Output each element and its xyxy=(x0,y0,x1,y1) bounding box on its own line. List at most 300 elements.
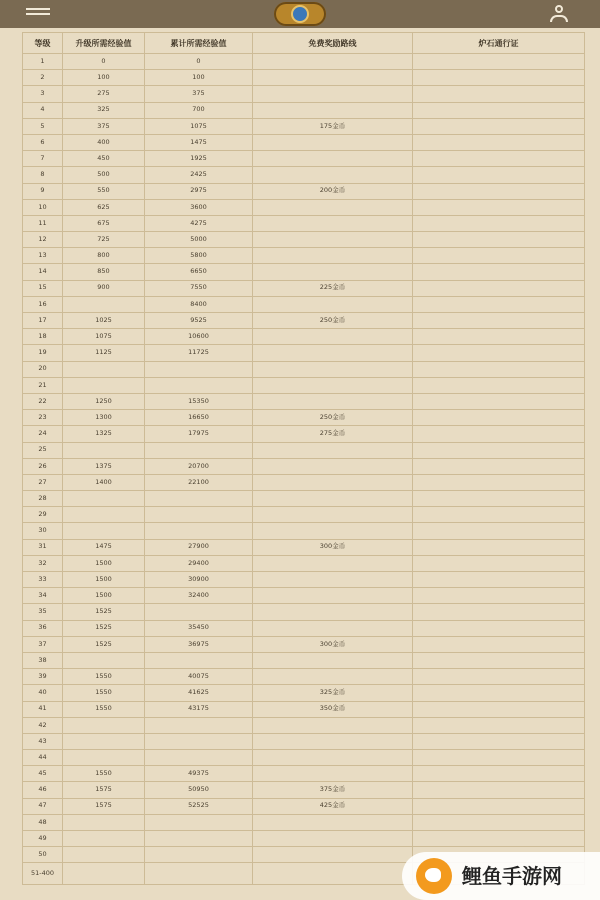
table-row xyxy=(23,248,585,264)
table-row xyxy=(23,377,585,393)
table-row xyxy=(23,329,585,345)
cell-pass-reward xyxy=(413,134,585,150)
cell-level: 21 xyxy=(23,377,63,393)
cell-level: 12 xyxy=(23,232,63,248)
cell-total-xp: 36975 xyxy=(145,636,253,652)
cell-total-xp: 1075 xyxy=(145,118,253,134)
cell-free-reward xyxy=(253,572,413,588)
cell-pass-reward xyxy=(413,167,585,183)
table-row xyxy=(23,507,585,523)
cell-xp-to-level: 625 xyxy=(63,199,145,215)
table-row xyxy=(23,588,585,604)
cell-free-reward xyxy=(253,847,413,863)
cell-total-xp: 16650 xyxy=(145,410,253,426)
cell-free-reward xyxy=(253,555,413,571)
cell-total-xp: 10600 xyxy=(145,329,253,345)
table-row xyxy=(23,782,585,798)
cell-pass-reward xyxy=(413,733,585,749)
cell-xp-to-level: 1125 xyxy=(63,345,145,361)
cell-xp-to-level: 725 xyxy=(63,232,145,248)
cell-xp-to-level xyxy=(63,377,145,393)
cell-free-reward: 250金币 xyxy=(253,410,413,426)
cell-level: 36 xyxy=(23,620,63,636)
cell-pass-reward xyxy=(413,377,585,393)
cell-xp-to-level xyxy=(63,361,145,377)
cell-pass-reward xyxy=(413,572,585,588)
cell-free-reward: 325金币 xyxy=(253,685,413,701)
table-row xyxy=(23,701,585,717)
cell-level: 43 xyxy=(23,733,63,749)
cell-pass-reward xyxy=(413,523,585,539)
cell-total-xp xyxy=(145,604,253,620)
cell-xp-to-level: 1525 xyxy=(63,636,145,652)
site-watermark xyxy=(402,852,600,900)
table-row xyxy=(23,620,585,636)
cell-level: 50 xyxy=(23,847,63,863)
top-bar xyxy=(0,0,600,28)
cell-free-reward xyxy=(253,652,413,668)
cell-free-reward xyxy=(253,345,413,361)
cell-total-xp xyxy=(145,361,253,377)
cell-xp-to-level xyxy=(63,296,145,312)
cell-level: 1 xyxy=(23,54,63,70)
cell-free-reward: 375金币 xyxy=(253,782,413,798)
cell-xp-to-level: 1025 xyxy=(63,313,145,329)
cell-total-xp: 7550 xyxy=(145,280,253,296)
cell-free-reward xyxy=(253,151,413,167)
cell-xp-to-level xyxy=(63,750,145,766)
cell-xp-to-level xyxy=(63,863,145,885)
cell-free-reward xyxy=(253,863,413,885)
cell-total-xp: 43175 xyxy=(145,701,253,717)
cell-total-xp: 3600 xyxy=(145,199,253,215)
cell-level: 25 xyxy=(23,442,63,458)
header-xp-to-level: 升级所需经验值 xyxy=(63,33,145,54)
header-free-track: 免费奖励路线 xyxy=(253,33,413,54)
cell-xp-to-level: 100 xyxy=(63,70,145,86)
cell-xp-to-level: 675 xyxy=(63,215,145,231)
cell-total-xp xyxy=(145,831,253,847)
table-row xyxy=(23,167,585,183)
cell-pass-reward xyxy=(413,361,585,377)
cell-level: 38 xyxy=(23,652,63,668)
cell-level: 27 xyxy=(23,474,63,490)
cell-level: 19 xyxy=(23,345,63,361)
cell-free-reward: 200金币 xyxy=(253,183,413,199)
cell-pass-reward xyxy=(413,232,585,248)
cell-free-reward xyxy=(253,215,413,231)
cell-level: 39 xyxy=(23,669,63,685)
cell-total-xp: 6650 xyxy=(145,264,253,280)
cell-level: 20 xyxy=(23,361,63,377)
cell-pass-reward xyxy=(413,652,585,668)
table-row xyxy=(23,814,585,830)
cell-total-xp xyxy=(145,652,253,668)
cell-pass-reward xyxy=(413,669,585,685)
cell-free-reward xyxy=(253,232,413,248)
watermark-text: 鲤鱼手游网 xyxy=(462,864,562,888)
table-row xyxy=(23,70,585,86)
cell-pass-reward xyxy=(413,442,585,458)
cell-total-xp: 50950 xyxy=(145,782,253,798)
table-row xyxy=(23,426,585,442)
table-row xyxy=(23,539,585,555)
reward-table xyxy=(22,32,585,885)
cell-pass-reward xyxy=(413,831,585,847)
cell-xp-to-level: 1525 xyxy=(63,604,145,620)
table-row xyxy=(23,458,585,474)
cell-pass-reward xyxy=(413,215,585,231)
cell-free-reward xyxy=(253,264,413,280)
cell-total-xp xyxy=(145,717,253,733)
cell-total-xp xyxy=(145,377,253,393)
cell-xp-to-level: 1500 xyxy=(63,572,145,588)
cell-free-reward xyxy=(253,523,413,539)
cell-xp-to-level: 1300 xyxy=(63,410,145,426)
cell-xp-to-level xyxy=(63,847,145,863)
table-row xyxy=(23,636,585,652)
cell-free-reward: 425金币 xyxy=(253,798,413,814)
cell-total-xp: 8400 xyxy=(145,296,253,312)
table-row xyxy=(23,442,585,458)
table-row xyxy=(23,361,585,377)
cell-xp-to-level xyxy=(63,523,145,539)
cell-level: 42 xyxy=(23,717,63,733)
cell-xp-to-level: 1525 xyxy=(63,620,145,636)
cell-level: 47 xyxy=(23,798,63,814)
cell-free-reward xyxy=(253,393,413,409)
cell-xp-to-level: 800 xyxy=(63,248,145,264)
cell-free-reward xyxy=(253,474,413,490)
table-row xyxy=(23,296,585,312)
table-row xyxy=(23,280,585,296)
cell-level: 31 xyxy=(23,539,63,555)
table-row xyxy=(23,652,585,668)
cell-free-reward xyxy=(253,248,413,264)
cell-total-xp: 700 xyxy=(145,102,253,118)
cell-total-xp: 20700 xyxy=(145,458,253,474)
cell-pass-reward xyxy=(413,717,585,733)
table-row xyxy=(23,491,585,507)
header-total-xp: 累计所需经验值 xyxy=(145,33,253,54)
cell-free-reward xyxy=(253,102,413,118)
cell-xp-to-level: 1500 xyxy=(63,555,145,571)
cell-pass-reward xyxy=(413,814,585,830)
cell-pass-reward xyxy=(413,539,585,555)
cell-free-reward xyxy=(253,766,413,782)
cell-free-reward xyxy=(253,831,413,847)
cell-total-xp: 375 xyxy=(145,86,253,102)
cell-free-reward xyxy=(253,329,413,345)
cell-level: 16 xyxy=(23,296,63,312)
cell-level: 4 xyxy=(23,102,63,118)
cell-level: 13 xyxy=(23,248,63,264)
cell-xp-to-level: 1550 xyxy=(63,669,145,685)
cell-pass-reward xyxy=(413,458,585,474)
cell-level: 3 xyxy=(23,86,63,102)
cell-free-reward xyxy=(253,604,413,620)
cell-total-xp: 5000 xyxy=(145,232,253,248)
cell-level: 24 xyxy=(23,426,63,442)
cell-pass-reward xyxy=(413,54,585,70)
cell-total-xp xyxy=(145,442,253,458)
table-row xyxy=(23,215,585,231)
cell-free-reward: 300金币 xyxy=(253,636,413,652)
cell-pass-reward xyxy=(413,491,585,507)
table-row xyxy=(23,685,585,701)
cell-pass-reward xyxy=(413,604,585,620)
cell-xp-to-level: 400 xyxy=(63,134,145,150)
cell-xp-to-level: 550 xyxy=(63,183,145,199)
cell-level: 5 xyxy=(23,118,63,134)
cell-xp-to-level: 275 xyxy=(63,86,145,102)
cell-xp-to-level: 450 xyxy=(63,151,145,167)
cell-free-reward: 225金币 xyxy=(253,280,413,296)
cell-free-reward xyxy=(253,86,413,102)
table-row xyxy=(23,134,585,150)
cell-pass-reward xyxy=(413,329,585,345)
cell-pass-reward xyxy=(413,507,585,523)
table-row xyxy=(23,199,585,215)
cell-level: 14 xyxy=(23,264,63,280)
cell-pass-reward xyxy=(413,118,585,134)
cell-total-xp: 2975 xyxy=(145,183,253,199)
user-icon[interactable] xyxy=(548,5,570,23)
hamburger-menu-icon[interactable] xyxy=(26,8,50,20)
table-row xyxy=(23,151,585,167)
cell-pass-reward xyxy=(413,636,585,652)
cell-pass-reward xyxy=(413,474,585,490)
cell-free-reward: 175金币 xyxy=(253,118,413,134)
cell-total-xp: 22100 xyxy=(145,474,253,490)
cell-free-reward xyxy=(253,620,413,636)
cell-total-xp: 1475 xyxy=(145,134,253,150)
cell-xp-to-level xyxy=(63,831,145,847)
cell-xp-to-level: 325 xyxy=(63,102,145,118)
header-tavern-pass: 炉石通行证 xyxy=(413,33,585,54)
table-row xyxy=(23,345,585,361)
table-row xyxy=(23,118,585,134)
cell-level: 35 xyxy=(23,604,63,620)
table-row xyxy=(23,604,585,620)
cell-pass-reward xyxy=(413,393,585,409)
table-row xyxy=(23,264,585,280)
table-row xyxy=(23,523,585,539)
cell-xp-to-level: 375 xyxy=(63,118,145,134)
cell-pass-reward xyxy=(413,410,585,426)
cell-free-reward xyxy=(253,733,413,749)
cell-xp-to-level: 1550 xyxy=(63,701,145,717)
cell-total-xp: 52525 xyxy=(145,798,253,814)
cell-level: 22 xyxy=(23,393,63,409)
table-body xyxy=(23,54,585,885)
cell-pass-reward xyxy=(413,345,585,361)
table-row xyxy=(23,54,585,70)
cell-xp-to-level: 500 xyxy=(63,167,145,183)
cell-level: 2 xyxy=(23,70,63,86)
cell-pass-reward xyxy=(413,426,585,442)
header-level: 等级 xyxy=(23,33,63,54)
cell-free-reward xyxy=(253,507,413,523)
table-row xyxy=(23,572,585,588)
cell-pass-reward xyxy=(413,151,585,167)
cell-xp-to-level: 1475 xyxy=(63,539,145,555)
cell-free-reward xyxy=(253,814,413,830)
cell-free-reward xyxy=(253,588,413,604)
cell-free-reward xyxy=(253,717,413,733)
table-row xyxy=(23,232,585,248)
table-row xyxy=(23,313,585,329)
cell-total-xp xyxy=(145,863,253,885)
cell-total-xp: 15350 xyxy=(145,393,253,409)
cell-xp-to-level xyxy=(63,491,145,507)
cell-level: 34 xyxy=(23,588,63,604)
cell-pass-reward xyxy=(413,555,585,571)
table-row xyxy=(23,750,585,766)
cell-total-xp xyxy=(145,507,253,523)
table-header-row xyxy=(23,33,585,54)
cell-level: 10 xyxy=(23,199,63,215)
cell-pass-reward xyxy=(413,264,585,280)
cell-xp-to-level: 1550 xyxy=(63,685,145,701)
cell-pass-reward xyxy=(413,782,585,798)
cell-free-reward xyxy=(253,458,413,474)
cell-total-xp: 9525 xyxy=(145,313,253,329)
cell-xp-to-level: 1575 xyxy=(63,798,145,814)
cell-free-reward: 250金币 xyxy=(253,313,413,329)
cell-free-reward xyxy=(253,361,413,377)
cell-level: 30 xyxy=(23,523,63,539)
cell-xp-to-level xyxy=(63,717,145,733)
cell-level: 7 xyxy=(23,151,63,167)
cell-pass-reward xyxy=(413,701,585,717)
cell-level: 17 xyxy=(23,313,63,329)
cell-xp-to-level xyxy=(63,814,145,830)
cell-pass-reward xyxy=(413,313,585,329)
cell-xp-to-level xyxy=(63,507,145,523)
cell-free-reward xyxy=(253,296,413,312)
cell-pass-reward xyxy=(413,750,585,766)
cell-pass-reward xyxy=(413,766,585,782)
table-row xyxy=(23,555,585,571)
table-row xyxy=(23,717,585,733)
cell-level: 40 xyxy=(23,685,63,701)
hearthstone-emblem-icon[interactable] xyxy=(274,2,326,26)
table-row xyxy=(23,474,585,490)
cell-level: 29 xyxy=(23,507,63,523)
cell-total-xp xyxy=(145,491,253,507)
cell-total-xp: 32400 xyxy=(145,588,253,604)
table-row xyxy=(23,183,585,199)
cell-total-xp: 2425 xyxy=(145,167,253,183)
cell-xp-to-level: 0 xyxy=(63,54,145,70)
table-row xyxy=(23,733,585,749)
cell-free-reward xyxy=(253,442,413,458)
cell-free-reward: 350金币 xyxy=(253,701,413,717)
cell-total-xp: 35450 xyxy=(145,620,253,636)
table-row xyxy=(23,798,585,814)
cell-level: 8 xyxy=(23,167,63,183)
cell-total-xp xyxy=(145,733,253,749)
cell-free-reward xyxy=(253,377,413,393)
cell-free-reward xyxy=(253,70,413,86)
cell-pass-reward xyxy=(413,70,585,86)
cell-free-reward: 300金币 xyxy=(253,539,413,555)
cell-pass-reward xyxy=(413,798,585,814)
cell-xp-to-level xyxy=(63,442,145,458)
cell-free-reward xyxy=(253,491,413,507)
table-row xyxy=(23,393,585,409)
cell-free-reward xyxy=(253,199,413,215)
cell-level: 44 xyxy=(23,750,63,766)
table-row xyxy=(23,831,585,847)
cell-pass-reward xyxy=(413,183,585,199)
cell-xp-to-level: 1500 xyxy=(63,588,145,604)
cell-total-xp: 11725 xyxy=(145,345,253,361)
table-row xyxy=(23,86,585,102)
cell-total-xp: 1925 xyxy=(145,151,253,167)
cell-level: 45 xyxy=(23,766,63,782)
cell-pass-reward xyxy=(413,199,585,215)
cell-pass-reward xyxy=(413,296,585,312)
cell-free-reward xyxy=(253,134,413,150)
cell-total-xp xyxy=(145,814,253,830)
cell-pass-reward xyxy=(413,620,585,636)
cell-xp-to-level: 1550 xyxy=(63,766,145,782)
cell-total-xp: 4275 xyxy=(145,215,253,231)
cell-total-xp: 0 xyxy=(145,54,253,70)
cell-xp-to-level: 850 xyxy=(63,264,145,280)
cell-level: 32 xyxy=(23,555,63,571)
table-row xyxy=(23,410,585,426)
cell-total-xp xyxy=(145,750,253,766)
cell-free-reward xyxy=(253,54,413,70)
cell-level: 37 xyxy=(23,636,63,652)
emblem-gem xyxy=(291,5,309,23)
cell-level: 49 xyxy=(23,831,63,847)
cell-xp-to-level: 1400 xyxy=(63,474,145,490)
cell-total-xp: 100 xyxy=(145,70,253,86)
cell-level: 33 xyxy=(23,572,63,588)
cell-level: 46 xyxy=(23,782,63,798)
cell-xp-to-level: 1075 xyxy=(63,329,145,345)
cell-level: 9 xyxy=(23,183,63,199)
cell-level: 51-400 xyxy=(23,863,63,885)
cell-xp-to-level: 1325 xyxy=(63,426,145,442)
cell-level: 6 xyxy=(23,134,63,150)
cell-total-xp: 40075 xyxy=(145,669,253,685)
cell-level: 28 xyxy=(23,491,63,507)
cell-pass-reward xyxy=(413,248,585,264)
cell-total-xp: 49375 xyxy=(145,766,253,782)
cell-total-xp: 17975 xyxy=(145,426,253,442)
table-row xyxy=(23,766,585,782)
cell-total-xp: 29400 xyxy=(145,555,253,571)
cell-level: 15 xyxy=(23,280,63,296)
cell-pass-reward xyxy=(413,685,585,701)
cell-xp-to-level: 1575 xyxy=(63,782,145,798)
cell-xp-to-level xyxy=(63,733,145,749)
cell-total-xp: 41625 xyxy=(145,685,253,701)
cell-pass-reward xyxy=(413,86,585,102)
cell-free-reward xyxy=(253,167,413,183)
cell-free-reward xyxy=(253,669,413,685)
table-row xyxy=(23,669,585,685)
cell-xp-to-level: 1375 xyxy=(63,458,145,474)
cell-level: 18 xyxy=(23,329,63,345)
cell-xp-to-level xyxy=(63,652,145,668)
cell-pass-reward xyxy=(413,280,585,296)
